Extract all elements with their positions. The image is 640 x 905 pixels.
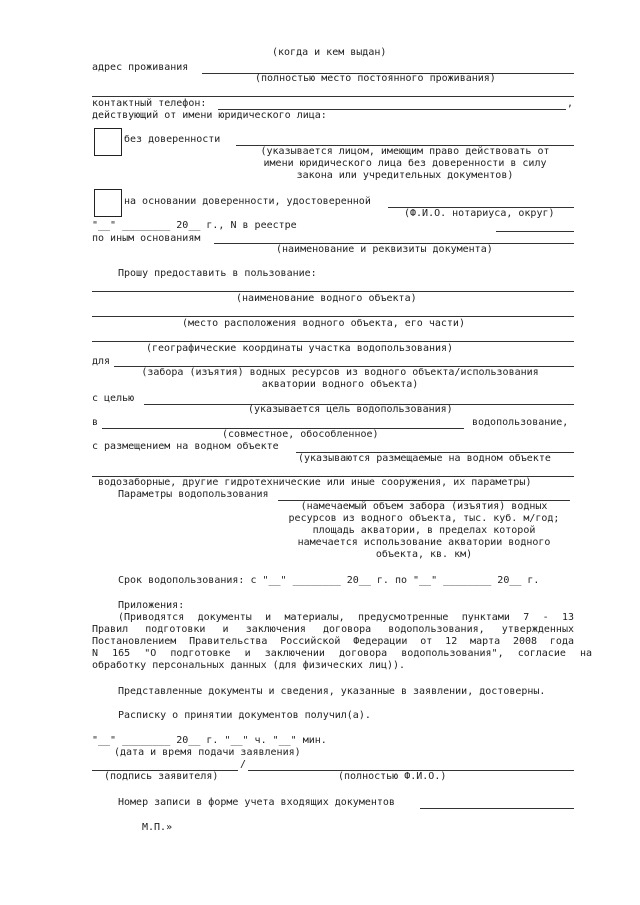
attachments-line-3: Постановлением Правительства Российской Федерации от 12 марта 2008 года — [92, 636, 574, 647]
issued-caption: (когда и кем выдан) — [272, 47, 387, 58]
mode-suffix: водопользование, — [472, 417, 569, 428]
registry-field[interactable] — [496, 231, 574, 232]
other-basis-label: по иным основаниям — [92, 233, 201, 244]
location-caption: (место расположения водного объекта, его части) — [182, 318, 465, 329]
params-caption-4: намечается использование акватории водного — [297, 537, 551, 548]
record-number-field[interactable] — [420, 808, 574, 809]
attachments-line-1: (Приводятся документы и материалы, предусмотренные пунктами 7 - 13 — [118, 612, 574, 623]
params-caption-5: объекта, кв. км) — [375, 549, 473, 560]
power-date-row: "__" ________ 20__ г., N в реестре — [92, 220, 297, 231]
phone-trail: , — [567, 98, 574, 109]
signature-caption: (подпись заявителя) — [104, 771, 219, 782]
mode-caption: (совместное, обособленное) — [222, 429, 379, 440]
full-name-caption: (полностью Ф.И.О.) — [338, 771, 447, 782]
acting-on-behalf: действующий от имени юридического лица: — [92, 110, 327, 121]
signature-slash: / — [240, 759, 247, 770]
attachments-line-5: обработку персональных данных (для физических лиц)). — [92, 660, 406, 671]
stamp-mark: М.П.» — [142, 822, 173, 833]
no-power-caption-3: закона или учредительных документов) — [296, 170, 514, 181]
params-label: Параметры водопользования — [118, 489, 269, 500]
coords-field[interactable] — [92, 341, 574, 342]
address-caption: (полностью место постоянного проживания) — [255, 73, 496, 84]
structures-caption: водозаборные, другие гидротехнические или иные сооружения, их параметры) — [98, 477, 532, 488]
notary-caption: (Ф.И.О. нотариуса, округ) — [404, 208, 555, 219]
location-field[interactable] — [92, 316, 574, 317]
address-label: адрес проживания — [92, 62, 189, 73]
term-line: Срок водопользования: с "__" ________ 20__ г. по "__" ________ 20__ г. — [118, 575, 540, 586]
address-field-2[interactable] — [92, 96, 574, 97]
no-power-caption-2: имени юридического лица без доверенности в силу — [263, 158, 547, 169]
purpose-for-label: для — [92, 356, 111, 367]
purpose-for-caption-1: (забора (изъятия) водных ресурсов из водного объекта/использования — [141, 367, 539, 378]
no-power-label: без доверенности — [124, 134, 221, 145]
params-caption-3: площадь акватории, в пределах которой — [312, 525, 536, 536]
mode-prefix: в — [92, 417, 99, 428]
params-caption-1: (намечаемый объем забора (изъятия) водных — [300, 501, 548, 512]
phone-label: контактный телефон: — [92, 98, 207, 109]
other-basis-caption: (наименование и реквизиты документа) — [276, 244, 493, 255]
with-power-label: на основании доверенности, удостоверенной — [124, 196, 371, 207]
with-power-checkbox[interactable] — [94, 189, 122, 217]
receipt-statement: Расписку о принятии документов получил(а). — [118, 710, 371, 721]
submit-datetime-caption: (дата и время подачи заявления) — [114, 747, 301, 758]
attachments-line-4: N 165 "О подготовке и заключении договора водопользования", согласие на — [92, 648, 592, 659]
water-object-caption: (наименование водного объекта) — [236, 293, 417, 304]
reliability-statement: Представленные документы и сведения, указанные в заявлении, достоверны. — [118, 686, 546, 697]
placement-caption: (указываются размещаемые на водном объекте — [298, 453, 551, 464]
record-number-label: Номер записи в форме учета входящих документов — [118, 797, 395, 808]
attachments-title: Приложения: — [118, 600, 185, 611]
placement-label: с размещением на водном объекте — [92, 441, 279, 452]
coords-caption: (географические координаты участка водопользования) — [146, 343, 454, 354]
purpose-for-caption-2: акватории водного объекта) — [261, 379, 419, 390]
no-power-checkbox[interactable] — [94, 128, 122, 156]
params-caption-2: ресурсов из водного объекта, тыс. куб. м/год; — [288, 513, 560, 524]
submit-datetime-row: "__" ________ 20__ г. "__" ч. "__" мин. — [92, 735, 327, 746]
attachments-line-2: Правил подготовки и заключения договора водопользования, утвержденных — [92, 624, 574, 635]
aim-label: с целью — [92, 393, 135, 404]
water-object-field[interactable] — [92, 291, 574, 292]
aim-caption: (указывается цель водопользования) — [248, 404, 453, 415]
no-power-caption-1: (указывается лицом, имеющим право действовать от — [260, 146, 550, 157]
request-heading: Прошу предоставить в пользование: — [118, 268, 317, 279]
